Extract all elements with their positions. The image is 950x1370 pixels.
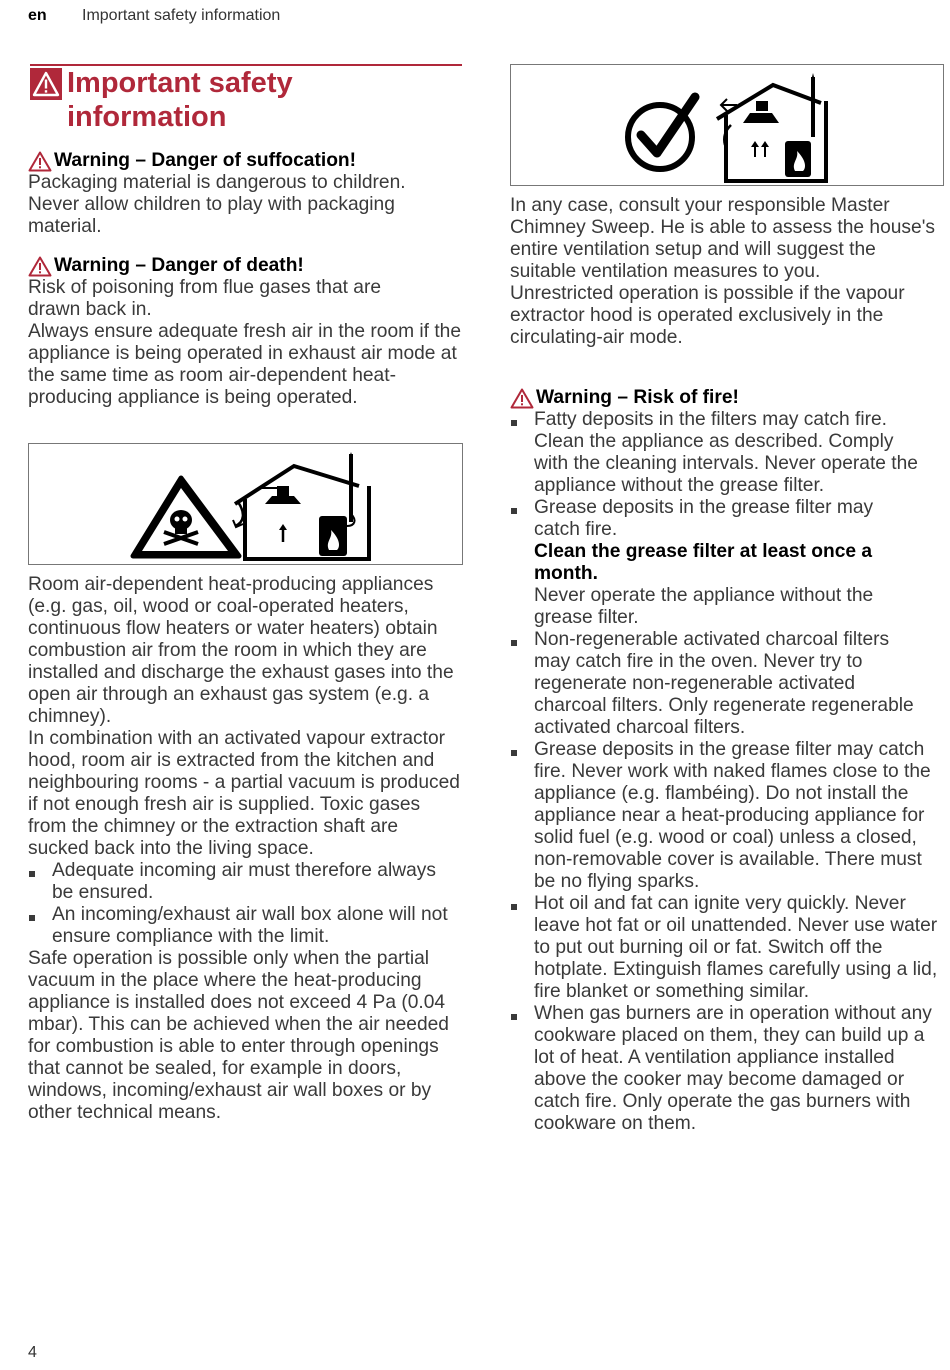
check-circle-icon <box>628 97 695 169</box>
list-item: Non-regenerable activated charcoal filters may catch fire in the oven. Never try to regenerate non-regenerable activated charcoal filters. Only regenerate regenerable activated charcoal filters. <box>510 629 929 739</box>
warning-title: Warning – Danger of death! <box>54 255 304 276</box>
bullet-icon <box>511 640 517 646</box>
safe-illustration <box>510 64 944 186</box>
warning-death <box>28 255 462 409</box>
warning-suffocation <box>28 150 462 238</box>
paragraph: In any case, consult your responsible Master Chimney Sweep. He is able to assess the house's entire ventilation setup and will suggest the suitable ventilation measures to you. <box>510 195 935 282</box>
paragraph: Room air-dependent heat-producing appliances (e.g. gas, oil, wood or coal-operated heaters, continuous flow heaters or water heaters) obtain combustion air from the room in which they are installed and discharge the exhaust gases into the open air through an exhaust gas system (e.g. a chimney). <box>28 574 454 727</box>
skull-warning-icon <box>133 478 239 556</box>
paragraph: Risk of poisoning from flue gases that are drawn back in. <box>28 277 382 320</box>
warning-triangle-icon <box>30 68 62 100</box>
list-item: Fatty deposits in the filters may catch fire. Clean the appliance as described. Comply with the cleaning intervals. Never operate the appliance without the grease filter. <box>510 409 924 497</box>
warning-triangle-icon <box>28 256 52 277</box>
list-item: When gas burners are in operation without any cookware placed on them, they can build up a lot of heat. A ventilation appliance installed above the cooker may become damaged or catch fire. Only operate the gas burners with cookware on them. <box>510 1003 942 1135</box>
bullet-icon <box>511 750 517 756</box>
bullet-list <box>510 409 942 1135</box>
bullet-icon <box>511 508 517 514</box>
running-header-title: Important safety information <box>82 7 281 24</box>
bullet-icon <box>29 915 35 921</box>
text-block <box>510 195 942 349</box>
list-item: An incoming/exhaust air wall box alone will not ensure compliance with the limit. <box>28 904 462 948</box>
bullet-list <box>28 860 462 948</box>
bullet-icon <box>29 871 35 877</box>
house-diagram <box>235 454 369 559</box>
warning-triangle-icon <box>28 151 52 172</box>
warning-triangle-icon <box>510 388 534 409</box>
list-item: Adequate incoming air must therefore always be ensured. <box>28 860 462 904</box>
bullet-icon <box>511 904 517 910</box>
warning-title: Warning – Danger of suffocation! <box>54 150 357 171</box>
emphasis-text: Clean the grease filter at least once a month. <box>534 541 873 584</box>
page-number: 4 <box>28 1344 37 1361</box>
language-code: en <box>28 7 47 24</box>
paragraph: Always ensure adequate fresh air in the room if the appliance is being operated in exhaust air mode at the same time as room air-dependent heat-producing appliance is being operated. <box>28 321 462 408</box>
danger-illustration <box>28 443 463 565</box>
page-title: Important safety information <box>67 67 293 133</box>
paragraph: Safe operation is possible only when the partial vacuum in the place where the heat-producing appliance is installed does not exceed 4 Pa (0.04 mbar). This can be achieved when the air needed for combustion is able to enter through openings that cannot be sealed, for example in doors, windows, incoming/exhaust air wall boxes or by other technical means. <box>28 948 449 1123</box>
paragraph: In combination with an activated vapour extractor hood, room air is extracted from the kitchen and neighbouring rooms - a partial vacuum is produced if not enough fresh air is supplied. Toxic gases from the chimney or the extraction shaft are sucked back into the living space. <box>28 728 460 859</box>
warning-text: Packaging material is dangerous to children. Never allow children to play with packaging material. <box>28 172 406 237</box>
warning-title: Warning – Risk of fire! <box>536 387 739 408</box>
section-title-block <box>30 64 462 133</box>
paragraph: Unrestricted operation is possible if the vapour extractor hood is operated exclusively in the circulating-air mode. <box>510 283 905 348</box>
bullet-icon <box>511 420 517 426</box>
bullet-icon <box>511 1014 517 1020</box>
list-item: Grease deposits in the grease filter may catch fire. Never work with naked flames close to the appliance (e.g. flambéing). Do not install the appliance near a heat-producing appliance for solid fuel (e.g. wood or coal) unless a closed, non-removable cover is available. There must be no flying sparks. <box>510 739 942 893</box>
text-block <box>28 574 462 1124</box>
warning-fire <box>510 387 942 1135</box>
list-item: Grease deposits in the grease filter may catch fire. Clean the grease filter at least once a month. Never operate the appliance without the grease filter. <box>510 497 914 629</box>
list-item: Hot oil and fat can ignite very quickly. Never leave hot fat or oil unattended. Never use water to put out burning oil or fat. Switch off the hotplate. Extinguish flames carefully using a lid, fire blanket or something similar. <box>510 893 942 1003</box>
